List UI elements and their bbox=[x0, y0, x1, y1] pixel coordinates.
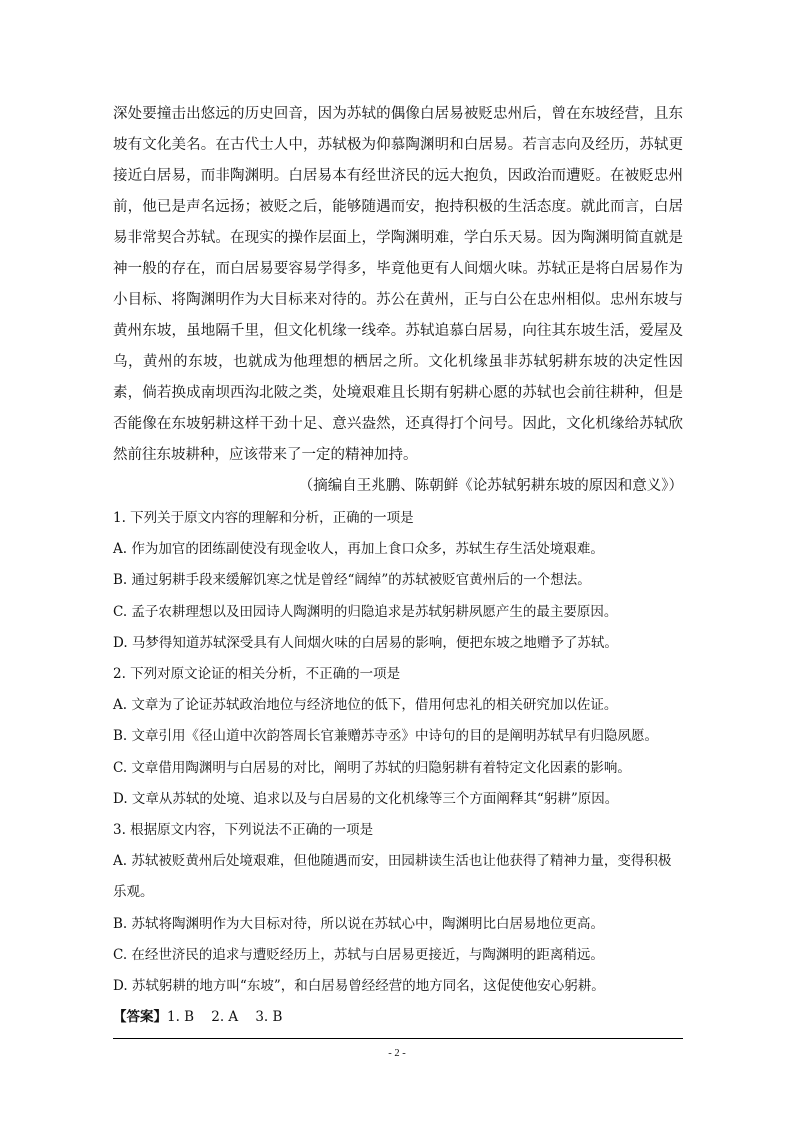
question-1 bbox=[113, 503, 683, 659]
passage-source: （摘编自王兆鹏、陈朝鲜《论苏轼躬耕东坡的原因和意义》） bbox=[298, 478, 683, 494]
answer-label: 【答案】 bbox=[113, 1009, 167, 1026]
question-stem: 3. 根据原文内容，下列说法不正确的一项是 bbox=[113, 822, 374, 839]
option-d: D. 苏轼躬耕的地方叫“东坡”，和白居易曾经经营的地方同名，这促使他安心躬耕。 bbox=[113, 978, 605, 995]
question-3 bbox=[113, 815, 683, 1002]
option-b: B. 通过躬耕手段来缓解饥寒之忧是曾经“阔绰”的苏轼被贬官黄州后的一个想法。 bbox=[113, 572, 591, 589]
option-d: D. 马梦得知道苏轼深受具有人间烟火味的白居易的影响，便把东坡之地赠予了苏轼。 bbox=[113, 634, 618, 651]
answer-values: 1. B 2. A 3. B bbox=[167, 1009, 283, 1026]
question-stem: 1. 下列关于原文内容的理解和分析，正确的一项是 bbox=[113, 510, 414, 526]
page-number: - 2 - bbox=[388, 1048, 406, 1059]
question-2 bbox=[113, 659, 683, 815]
option-c: C. 文章借用陶渊明与白居易的对比，阐明了苏轼的归隐躬耕有着特定文化因素的影响。 bbox=[113, 759, 631, 776]
option-a: A. 作为加官的团练副使没有现金收人，再加上食口众多，苏轼生存生活处境艰难。 bbox=[113, 541, 604, 558]
question-stem: 2. 下列对原文论证的相关分析，不正确的一项是 bbox=[113, 666, 401, 683]
passage-text: 深处要撞击出悠远的历史回音，因为苏轼的偶像白居易被贬忠州后，曾在东坡经营，且东坡有文化美名。在古代士人中，苏轼极为仰慕陶渊明和白居易。若言志向及经历，苏轼更接近白居易，而非陶渊明。白居易本有经世济民的远大抱负，因政治而遭贬。在被贬忠州前，他已是声名远扬；被贬之后，能够随遇而安，抱持积极的生活态度。就此而言，白居易非常契合苏轼。在现实的操作层面上，学陶渊明难，学白乐天易。因为陶渊明简直就是神一般的存在，而白居易要容易学得多，毕竟他更有人间烟火味。苏轼正是将白居易作为小目标、将陶渊明作为大目标来对待的。苏公在黄州，正与白公在忠州相似。忠州东坡与黄州东坡，虽地隔千里，但文化机缘一线牵。苏轼追慕白居易，向往其东坡生活，爱屋及乌，黄州的东坡，也就成为他理想的栖居之所。文化机缘虽非苏轼躬耕东坡的决定性因素，倘若换成南坝西沟北陂之类，处境艰难且长期有躬耕心愿的苏轼也会前往耕种，但是否能像在东坡躬耕这样干劲十足、意兴盎然，还真得打个问号。因此，文化机缘给苏轼欣然前往东坡耕种，应该带来了一定的精神加持。 bbox=[113, 106, 683, 463]
option-c: C. 在经世济民的追求与遭贬经历上，苏轼与白居易更接近，与陶渊明的距离稍远。 bbox=[113, 946, 604, 963]
option-d: D. 文章从苏轼的处境、追求以及与白居易的文化机缘等三个方面阐释其“躬耕”原因。 bbox=[113, 790, 619, 807]
option-a: A. 苏轼被贬黄州后处境艰难，但他随遇而安，田园耕读生活也让他获得了精神力量，变得积极乐观。 bbox=[113, 853, 672, 901]
option-c: C. 孟子农耕理想以及田园诗人陶渊明的归隐追求是苏轼躬耕夙愿产生的最主要原因。 bbox=[113, 603, 618, 620]
question-list bbox=[113, 503, 683, 1033]
footer-divider bbox=[113, 1038, 683, 1039]
option-b: B. 文章引用《径山道中次韵答周长官兼赠苏寺丞》中诗句的目的是阐明苏轼早有归隐夙愿。 bbox=[113, 728, 659, 745]
option-b: B. 苏轼将陶渊明作为大目标对待，所以说在苏轼心中，陶渊明比白居易地位更高。 bbox=[113, 915, 605, 932]
answer-key bbox=[113, 1002, 683, 1033]
option-a: A. 文章为了论证苏轼政治地位与经济地位的低下，借用何忠礼的相关研究加以佐证。 bbox=[113, 697, 618, 714]
